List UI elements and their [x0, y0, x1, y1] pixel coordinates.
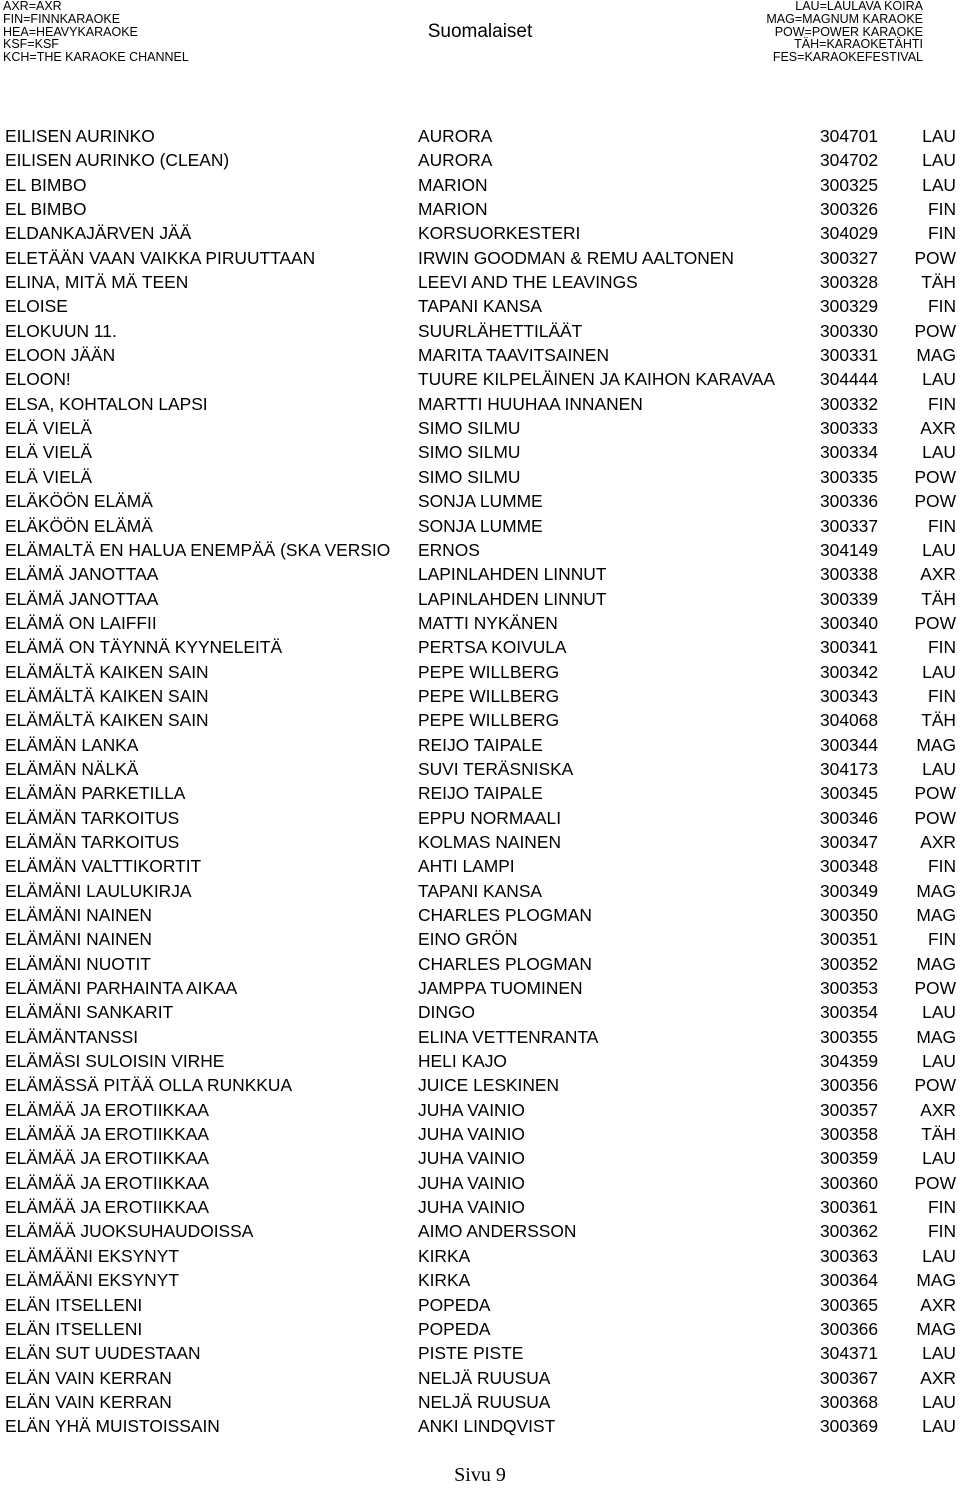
song-artist: ELINA VETTENRANTA: [418, 1026, 599, 1047]
song-code: 300361: [820, 1197, 879, 1218]
song-code: 300342: [820, 661, 879, 682]
song-title: ELÄN YHÄ MUISTOISSAIN: [5, 1416, 220, 1437]
table-row: [0, 684, 960, 708]
source-tag: LAU: [922, 1391, 956, 1412]
table-row: [0, 1390, 960, 1414]
song-code: 300334: [820, 442, 879, 463]
song-artist: POPEDA: [418, 1294, 491, 1315]
table-row: [0, 952, 960, 976]
source-tag: LAU: [922, 661, 956, 682]
song-artist: SONJA LUMME: [418, 491, 543, 512]
song-title: ELÄN SUT UUDESTAAN: [5, 1343, 201, 1364]
table-row: [0, 1293, 960, 1317]
song-list: [0, 124, 960, 1439]
song-title: ELÄMÄN TARKOITUS: [5, 807, 180, 828]
song-title: ELINA, MITÄ MÄ TEEN: [5, 272, 189, 293]
song-artist: ERNOS: [418, 539, 480, 560]
song-title: ELETÄÄN VAAN VAIKKA PIRUUTTAAN: [5, 247, 316, 268]
song-title: EL BIMBO: [5, 174, 87, 195]
song-artist: JAMPPA TUOMINEN: [418, 978, 583, 999]
song-code: 300328: [820, 272, 879, 293]
song-code: 300366: [820, 1318, 879, 1339]
song-title: ELÄMÄNI NUOTIT: [5, 953, 151, 974]
song-artist: MARITA TAAVITSAINEN: [418, 345, 610, 366]
song-code: 300369: [820, 1416, 879, 1437]
source-tag: MAG: [916, 1270, 956, 1291]
song-title: ELÄMÄNI SANKARIT: [5, 1002, 174, 1023]
table-row: [0, 562, 960, 586]
song-title: ELOON JÄÄN: [5, 345, 116, 366]
song-code: 300363: [820, 1245, 879, 1266]
song-code: 300333: [820, 418, 879, 439]
source-tag: LAU: [922, 1148, 956, 1169]
song-artist: KIRKA: [418, 1245, 471, 1266]
song-title: ELÄMÄN PARKETILLA: [5, 783, 186, 804]
table-row: [0, 319, 960, 343]
source-tag: TÄH: [921, 1124, 956, 1145]
table-row: [0, 1171, 960, 1195]
song-code: 300353: [820, 978, 879, 999]
source-tag: POW: [914, 491, 956, 512]
source-tag: POW: [914, 1172, 956, 1193]
source-tag: MAG: [916, 345, 956, 366]
table-row: [0, 1219, 960, 1243]
source-tag: LAU: [922, 126, 956, 146]
song-title: ELOKUUN 11.: [5, 320, 117, 341]
song-title: ELÄMÄÄNI EKSYNYT: [5, 1245, 179, 1266]
song-code: 300355: [820, 1026, 879, 1047]
song-artist: SIMO SILMU: [418, 442, 521, 463]
legend-right-entry: TÄH=KARAOKETÄHTI: [794, 37, 923, 52]
song-code: 304173: [820, 758, 879, 779]
legend-right: [766, 0, 923, 64]
song-code: 300350: [820, 905, 879, 925]
song-artist: HELI KAJO: [418, 1051, 507, 1072]
song-artist: AIMO ANDERSSON: [418, 1221, 577, 1242]
legend-right-entry: MAG=MAGNUM KARAOKE: [766, 11, 923, 26]
source-tag: FIN: [927, 1221, 956, 1242]
song-code: 300341: [820, 637, 879, 658]
song-artist: JUHA VAINIO: [418, 1172, 525, 1193]
table-row: [0, 294, 960, 318]
table-row: [0, 1000, 960, 1024]
song-artist: AURORA: [418, 150, 493, 171]
legend-left-entry: KCH=THE KARAOKE CHANNEL: [3, 50, 189, 65]
song-artist: MARTTI HUUHAA INNANEN: [418, 393, 643, 414]
song-title: ELÄN VAIN KERRAN: [5, 1391, 172, 1412]
song-code: 304359: [820, 1051, 879, 1072]
song-title: ELÄ VIELÄ: [5, 442, 93, 463]
song-title: ELÄMÄLTÄ KAIKEN SAIN: [5, 685, 209, 706]
song-artist: NELJÄ RUUSUA: [418, 1367, 551, 1388]
table-row: [0, 440, 960, 464]
song-title: ELÄMÄNI PARHAINTA AIKAA: [5, 978, 238, 999]
table-row: [0, 221, 960, 245]
song-artist: AHTI LAMPI: [418, 856, 515, 877]
source-tag: FIN: [927, 199, 956, 220]
song-title: ELÄMÄÄ JA EROTIIKKAA: [5, 1197, 209, 1218]
source-tag: MAG: [916, 880, 956, 901]
song-code: 300339: [820, 588, 879, 609]
source-tag: FIN: [927, 223, 956, 244]
table-row: [0, 879, 960, 903]
table-row: [0, 830, 960, 854]
source-tag: MAG: [916, 905, 956, 925]
table-row: [0, 806, 960, 830]
table-row: [0, 514, 960, 538]
song-code: 300356: [820, 1075, 879, 1096]
song-artist: TAPANI KANSA: [418, 296, 543, 317]
table-row: [0, 757, 960, 781]
song-code: 300354: [820, 1002, 879, 1023]
table-row: [0, 1025, 960, 1049]
song-title: ELÄMÄLTÄ KAIKEN SAIN: [5, 710, 209, 731]
song-code: 300325: [820, 174, 879, 195]
page-title: Suomalaiset: [427, 21, 533, 42]
source-tag: LAU: [922, 758, 956, 779]
table-row: [0, 1317, 960, 1341]
source-tag: POW: [914, 783, 956, 804]
song-code: 300367: [820, 1367, 879, 1388]
table-row: [0, 392, 960, 416]
song-title: ELOISE: [5, 296, 68, 317]
song-code: 300368: [820, 1391, 879, 1412]
source-tag: FIN: [927, 685, 956, 706]
song-title: ELÄMÄÄ JUOKSUHAUDOISSA: [5, 1221, 254, 1242]
table-row: [0, 781, 960, 805]
song-artist: CHARLES PLOGMAN: [418, 953, 592, 974]
table-row: [0, 343, 960, 367]
song-artist: REIJO TAIPALE: [418, 783, 543, 804]
song-artist: PEPE WILLBERG: [418, 661, 560, 682]
table-row: [0, 124, 960, 148]
song-code: 300345: [820, 783, 879, 804]
source-tag: FIN: [927, 1197, 956, 1218]
song-artist: IRWIN GOODMAN & REMU AALTONEN: [418, 247, 734, 268]
song-title: ELÄN VAIN KERRAN: [5, 1367, 172, 1388]
song-artist: LEEVI AND THE LEAVINGS: [418, 272, 638, 293]
song-title: ELÄMÄÄ JA EROTIIKKAA: [5, 1099, 209, 1120]
song-title: EILISEN AURINKO: [5, 126, 155, 146]
song-title: ELÄMÄNTANSSI: [5, 1026, 139, 1047]
table-row: [0, 1341, 960, 1365]
source-tag: AXR: [920, 831, 956, 852]
song-code: 300360: [820, 1172, 879, 1193]
song-title: ELÄMÄSI SULOISIN VIRHE: [5, 1051, 225, 1072]
table-row: [0, 270, 960, 294]
song-artist: SONJA LUMME: [418, 515, 543, 536]
song-code: 300336: [820, 491, 879, 512]
song-code: 300352: [820, 953, 879, 974]
source-tag: FIN: [927, 393, 956, 414]
table-row: [0, 1268, 960, 1292]
song-title: ELÄMÄÄNI EKSYNYT: [5, 1270, 179, 1291]
source-tag: FIN: [927, 637, 956, 658]
legend-left-entry: HEA=HEAVYKARAOKE: [3, 24, 138, 39]
song-artist: KORSUORKESTERI: [418, 223, 581, 244]
song-title: ELÄMÄ JANOTTAA: [5, 564, 159, 585]
song-artist: JUHA VAINIO: [418, 1099, 525, 1120]
song-artist: DINGO: [418, 1002, 476, 1023]
table-row: [0, 611, 960, 635]
song-code: 300343: [820, 685, 879, 706]
song-artist: ANKI LINDQVIST: [418, 1416, 556, 1437]
song-title: ELÄMÄN NÄLKÄ: [5, 758, 139, 779]
source-tag: AXR: [920, 1367, 956, 1388]
song-title: ELÄMÄ ON TÄYNNÄ KYYNELEITÄ: [5, 637, 283, 658]
source-tag: LAU: [922, 1245, 956, 1266]
song-code: 304029: [820, 223, 879, 244]
source-tag: POW: [914, 612, 956, 633]
song-artist: SIMO SILMU: [418, 418, 521, 439]
table-row: [0, 538, 960, 562]
song-artist: PERTSA KOIVULA: [418, 637, 567, 658]
source-tag: LAU: [922, 174, 956, 195]
legend-left-entry: KSF=KSF: [3, 37, 59, 52]
song-title: ELÄMÄÄ JA EROTIIKKAA: [5, 1148, 209, 1169]
song-artist: JUICE LESKINEN: [418, 1075, 560, 1096]
table-row: [0, 465, 960, 489]
song-code: 304444: [820, 369, 879, 390]
song-artist: KOLMAS NAINEN: [418, 831, 562, 852]
song-code: 300362: [820, 1221, 879, 1242]
song-title: ELÄMÄN VALTTIKORTIT: [5, 856, 202, 877]
song-code: 300358: [820, 1124, 879, 1145]
song-artist: TUURE KILPELÄINEN JA KAIHON KARAVAA: [418, 369, 775, 390]
song-title: ELÄKÖÖN ELÄMÄ: [5, 515, 153, 536]
song-artist: MATTI NYKÄNEN: [418, 612, 558, 633]
table-row: [0, 1049, 960, 1073]
legend-left-entry: AXR=AXR: [3, 0, 62, 13]
song-title: ELDANKAJÄRVEN JÄÄ: [5, 223, 192, 244]
table-row: [0, 367, 960, 391]
table-row: [0, 660, 960, 684]
source-tag: AXR: [920, 1294, 956, 1315]
song-code: 304701: [820, 126, 879, 146]
song-title: ELÄMALTÄ EN HALUA ENEMPÄÄ (SKA VERSIO: [5, 539, 391, 560]
song-title: ELÄN ITSELLENI: [5, 1318, 143, 1339]
song-title: ELÄMÄLTÄ KAIKEN SAIN: [5, 661, 209, 682]
source-tag: POW: [914, 466, 956, 487]
song-artist: PEPE WILLBERG: [418, 685, 560, 706]
song-code: 300330: [820, 320, 879, 341]
song-artist: JUHA VAINIO: [418, 1197, 525, 1218]
song-code: 304702: [820, 150, 879, 171]
source-tag: FIN: [927, 515, 956, 536]
song-title: ELÄMÄN TARKOITUS: [5, 831, 180, 852]
table-row: [0, 1122, 960, 1146]
song-title: EL BIMBO: [5, 199, 87, 220]
song-artist: LAPINLAHDEN LINNUT: [418, 564, 607, 585]
song-code: 304371: [820, 1343, 879, 1364]
song-artist: EINO GRÖN: [418, 929, 518, 950]
song-artist: SUVI TERÄSNISKA: [418, 758, 574, 779]
source-tag: FIN: [927, 296, 956, 317]
table-row: [0, 148, 960, 172]
song-code: 300359: [820, 1148, 879, 1169]
song-artist: EPPU NORMAALI: [418, 807, 562, 828]
song-code: 300344: [820, 734, 879, 755]
song-code: 304149: [820, 539, 879, 560]
source-tag: MAG: [916, 1026, 956, 1047]
song-title: ELÄ VIELÄ: [5, 466, 93, 487]
table-row: [0, 1146, 960, 1170]
source-tag: LAU: [922, 1002, 956, 1023]
song-code: 300346: [820, 807, 879, 828]
table-row: [0, 489, 960, 513]
source-tag: POW: [914, 978, 956, 999]
song-code: 300347: [820, 831, 879, 852]
source-tag: LAU: [922, 539, 956, 560]
song-artist: JUHA VAINIO: [418, 1124, 525, 1145]
song-code: 300331: [820, 345, 879, 366]
song-title: ELÄ VIELÄ: [5, 418, 93, 439]
song-title: ELÄMÄSSÄ PITÄÄ OLLA RUNKKUA: [5, 1075, 293, 1096]
song-title: ELSA, KOHTALON LAPSI: [5, 393, 208, 414]
song-title: ELÄMÄNI NAINEN: [5, 905, 152, 925]
table-row: [0, 976, 960, 1000]
song-code: 300332: [820, 393, 879, 414]
song-code: 300326: [820, 199, 879, 220]
legend-right-entry: POW=POWER KARAOKE: [774, 24, 923, 39]
table-row: [0, 733, 960, 757]
song-title: ELÄMÄN LANKA: [5, 734, 139, 755]
table-row: [0, 1414, 960, 1438]
table-row: [0, 246, 960, 270]
song-artist: PISTE PISTE: [418, 1343, 524, 1364]
source-tag: POW: [914, 247, 956, 268]
song-code: 300337: [820, 515, 879, 536]
song-title: ELÄMÄ ON LAIFFII: [5, 612, 157, 633]
song-title: EILISEN AURINKO (CLEAN): [5, 150, 230, 171]
table-row: [0, 1244, 960, 1268]
song-code: 300357: [820, 1099, 879, 1120]
song-code: 300365: [820, 1294, 879, 1315]
table-row: [0, 708, 960, 732]
table-row: [0, 927, 960, 951]
song-artist: AURORA: [418, 126, 493, 146]
song-code: 300364: [820, 1270, 879, 1291]
song-title: ELÄMÄÄ JA EROTIIKKAA: [5, 1124, 209, 1145]
table-row: [0, 903, 960, 927]
song-artist: SUURLÄHETTILÄÄT: [418, 320, 583, 341]
source-tag: LAU: [922, 150, 956, 171]
page-number: Sivu 9: [454, 1464, 506, 1486]
source-tag: TÄH: [921, 588, 956, 609]
song-artist: LAPINLAHDEN LINNUT: [418, 588, 607, 609]
song-title: ELÄKÖÖN ELÄMÄ: [5, 491, 153, 512]
source-tag: MAG: [916, 734, 956, 755]
source-tag: POW: [914, 807, 956, 828]
table-row: [0, 416, 960, 440]
source-tag: POW: [914, 1075, 956, 1096]
song-code: 300349: [820, 880, 879, 901]
table-row: [0, 635, 960, 659]
table-row: [0, 1366, 960, 1390]
song-title: ELÄMÄNI LAULUKIRJA: [5, 880, 192, 901]
song-artist: MARION: [418, 174, 488, 195]
song-artist: CHARLES PLOGMAN: [418, 905, 592, 925]
source-tag: AXR: [920, 418, 956, 439]
source-tag: POW: [914, 320, 956, 341]
table-row: [0, 1098, 960, 1122]
song-artist: TAPANI KANSA: [418, 880, 543, 901]
song-artist: NELJÄ RUUSUA: [418, 1391, 551, 1412]
source-tag: LAU: [922, 442, 956, 463]
song-code: 300335: [820, 466, 879, 487]
source-tag: AXR: [920, 564, 956, 585]
source-tag: MAG: [916, 1318, 956, 1339]
song-code: 300327: [820, 247, 879, 268]
song-code: 304068: [820, 710, 879, 731]
song-title: ELÄMÄÄ JA EROTIIKKAA: [5, 1172, 209, 1193]
source-tag: FIN: [927, 929, 956, 950]
song-title: ELÄN ITSELLENI: [5, 1294, 143, 1315]
source-tag: MAG: [916, 953, 956, 974]
source-tag: AXR: [920, 1099, 956, 1120]
song-code: 300348: [820, 856, 879, 877]
song-artist: KIRKA: [418, 1270, 471, 1291]
source-tag: LAU: [922, 1051, 956, 1072]
table-row: [0, 197, 960, 221]
song-code: 300340: [820, 612, 879, 633]
table-row: [0, 1073, 960, 1097]
legend-left-entry: FIN=FINNKARAOKE: [3, 11, 121, 26]
song-code: 300329: [820, 296, 879, 317]
song-code: 300351: [820, 929, 879, 950]
legend-right-entry: FES=KARAOKEFESTIVAL: [772, 50, 923, 65]
song-title: ELOON!: [5, 369, 71, 390]
source-tag: TÄH: [921, 272, 956, 293]
song-artist: MARION: [418, 199, 488, 220]
song-title: ELÄMÄ JANOTTAA: [5, 588, 159, 609]
song-artist: REIJO TAIPALE: [418, 734, 543, 755]
source-tag: LAU: [922, 1343, 956, 1364]
song-artist: JUHA VAINIO: [418, 1148, 525, 1169]
source-tag: LAU: [922, 1416, 956, 1437]
song-title: ELÄMÄNI NAINEN: [5, 929, 152, 950]
legend-right-entry: LAU=LAULAVA KOIRA: [795, 0, 923, 13]
song-artist: POPEDA: [418, 1318, 491, 1339]
song-code: 300338: [820, 564, 879, 585]
table-row: [0, 587, 960, 611]
song-artist: PEPE WILLBERG: [418, 710, 560, 731]
song-artist: SIMO SILMU: [418, 466, 521, 487]
source-tag: FIN: [927, 856, 956, 877]
source-tag: LAU: [922, 369, 956, 390]
table-row: [0, 854, 960, 878]
source-tag: TÄH: [921, 710, 956, 731]
table-row: [0, 173, 960, 197]
table-row: [0, 1195, 960, 1219]
